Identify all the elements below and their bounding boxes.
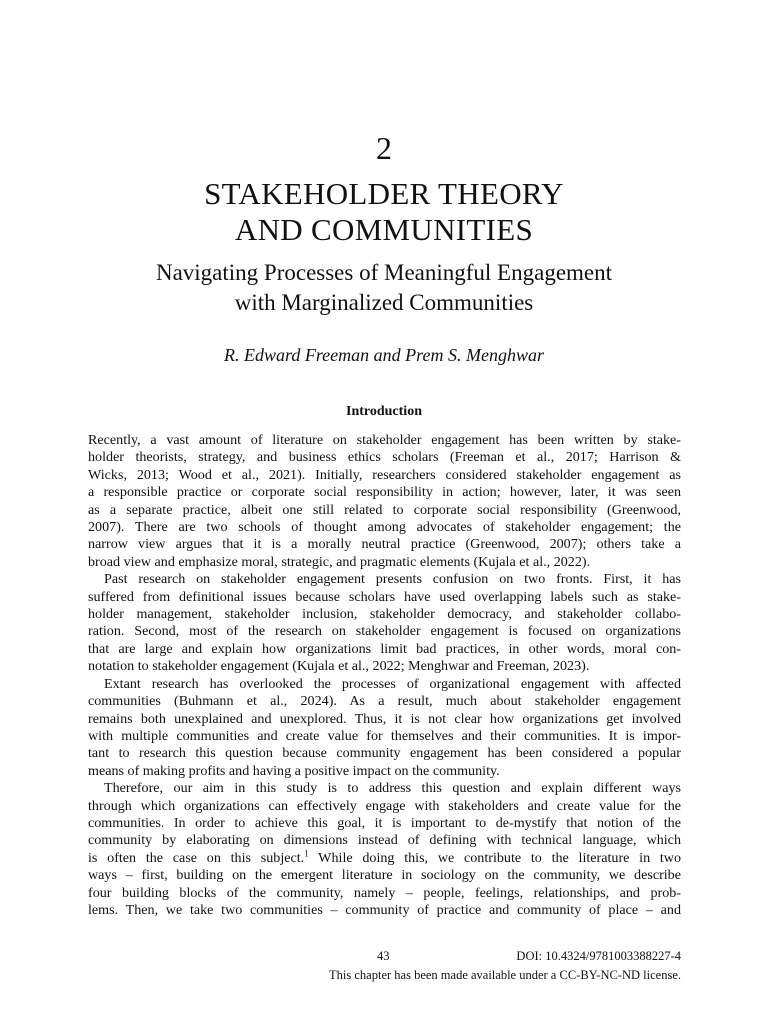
text-line: tant to research this question because community engagement has been considered a popular (88, 745, 681, 762)
footnote-marker[interactable]: 1 (304, 848, 309, 859)
text-line: suffered from definitional issues because scholars have used overlapping labels such as stake- (88, 588, 681, 605)
text-line: community by elaborating on dimensions instead of defining with technical language, which (88, 832, 681, 849)
chapter-subtitle-line: Navigating Processes of Meaningful Engagement (155, 260, 613, 285)
text-line: Therefore, our aim in this study is to address this question and explain different ways (104, 780, 681, 797)
text-line: four building blocks of the community, namely – people, feelings, relationships, and prob- (88, 884, 681, 901)
paragraph (88, 780, 681, 919)
text-line: lems. Then, we take two communities – community of practice and community of place – and (88, 901, 681, 918)
paragraph (88, 676, 681, 780)
text-line: remains both unexplained and unexplored. Thus, it is not clear how organizations get involved (88, 710, 681, 727)
text-line: means of making profits and having a positive impact on the community. (88, 762, 500, 779)
text-line: as a separate practice, albeit one still related to corporate social responsibility (Greenwood, (88, 501, 681, 518)
text-line: holder management, stakeholder inclusion, stakeholder democracy, and stakeholder collabo- (88, 606, 681, 623)
text-line: a responsible practice or corporate social responsibility in action; however, later, it was seen (88, 484, 681, 501)
chapter-title (60, 176, 708, 248)
text-line: Extant research has overlooked the processes of organizational engagement with affected (104, 675, 681, 692)
authors: R. Edward Freeman and Prem S. Menghwar (224, 345, 544, 365)
text-line-with-footnote (88, 850, 681, 867)
text-line: ways – first, building on the emergent literature in sociology on the community, we describe (88, 867, 681, 884)
chapter-title-line: STAKEHOLDER THEORY (204, 176, 564, 211)
license-notice: This chapter has been made available under a CC-BY-NC-ND license. (329, 968, 681, 982)
text-line: through which organizations can effectively engage with stakeholders and create value for the (88, 797, 681, 814)
paragraph (88, 571, 681, 675)
chapter-subtitle-line: with Marginalized Communities (234, 290, 534, 315)
text-line: communities. In order to achieve this goal, it is important to de-mystify that notion of the (88, 814, 681, 831)
text-line: Past research on stakeholder engagement presents confusion on two fronts. First, it has (104, 571, 681, 588)
text-line: Wicks, 2013; Wood et al., 2021). Initially, researchers considered stakeholder engagement as (88, 466, 681, 483)
body-text (88, 432, 681, 919)
text-line: broad view and emphasize moral, strategic, and pragmatic elements (Kujala et al., 2022). (88, 553, 591, 570)
chapter-subtitle (60, 258, 708, 318)
footnote-line-before: is often the case on this subject. (88, 849, 305, 866)
chapter-title-line: AND COMMUNITIES (234, 212, 534, 247)
text-line: 2007). There are two schools of thought among advocates of stakeholder engagement; the (88, 519, 681, 536)
text-line: that are large and explain how organizations limit bad practices, in other words, moral con- (88, 640, 681, 657)
page-number: 43 (377, 949, 390, 963)
doi-link[interactable]: DOI: 10.4324/9781003388227-4 (516, 949, 681, 963)
text-line: communities (Buhmann et al., 2024). As a result, much about stakeholder engagement (88, 693, 681, 710)
text-line: notation to stakeholder engagement (Kujala et al., 2022; Menghwar and Freeman, 2023). (88, 658, 590, 675)
chapter-number: 2 (376, 130, 392, 166)
text-line: narrow view argues that it is a morally neutral practice (Greenwood, 2007); others take a (88, 536, 681, 553)
text-line: holder theorists, strategy, and business ethics scholars (Freeman et al., 2017; Harrison & (88, 449, 681, 466)
text-line: Recently, a vast amount of literature on stakeholder engagement has been written by stake- (88, 432, 681, 448)
section-heading: Introduction (346, 404, 422, 419)
text-line: ration. Second, most of the research on stakeholder engagement is focused on organizations (88, 623, 681, 640)
text-line: with multiple communities and create value for themselves and their communities. It is impor- (88, 727, 681, 744)
paragraph (88, 432, 681, 571)
footnote-line-after: While doing this, we contribute to the literature in two (308, 849, 681, 866)
